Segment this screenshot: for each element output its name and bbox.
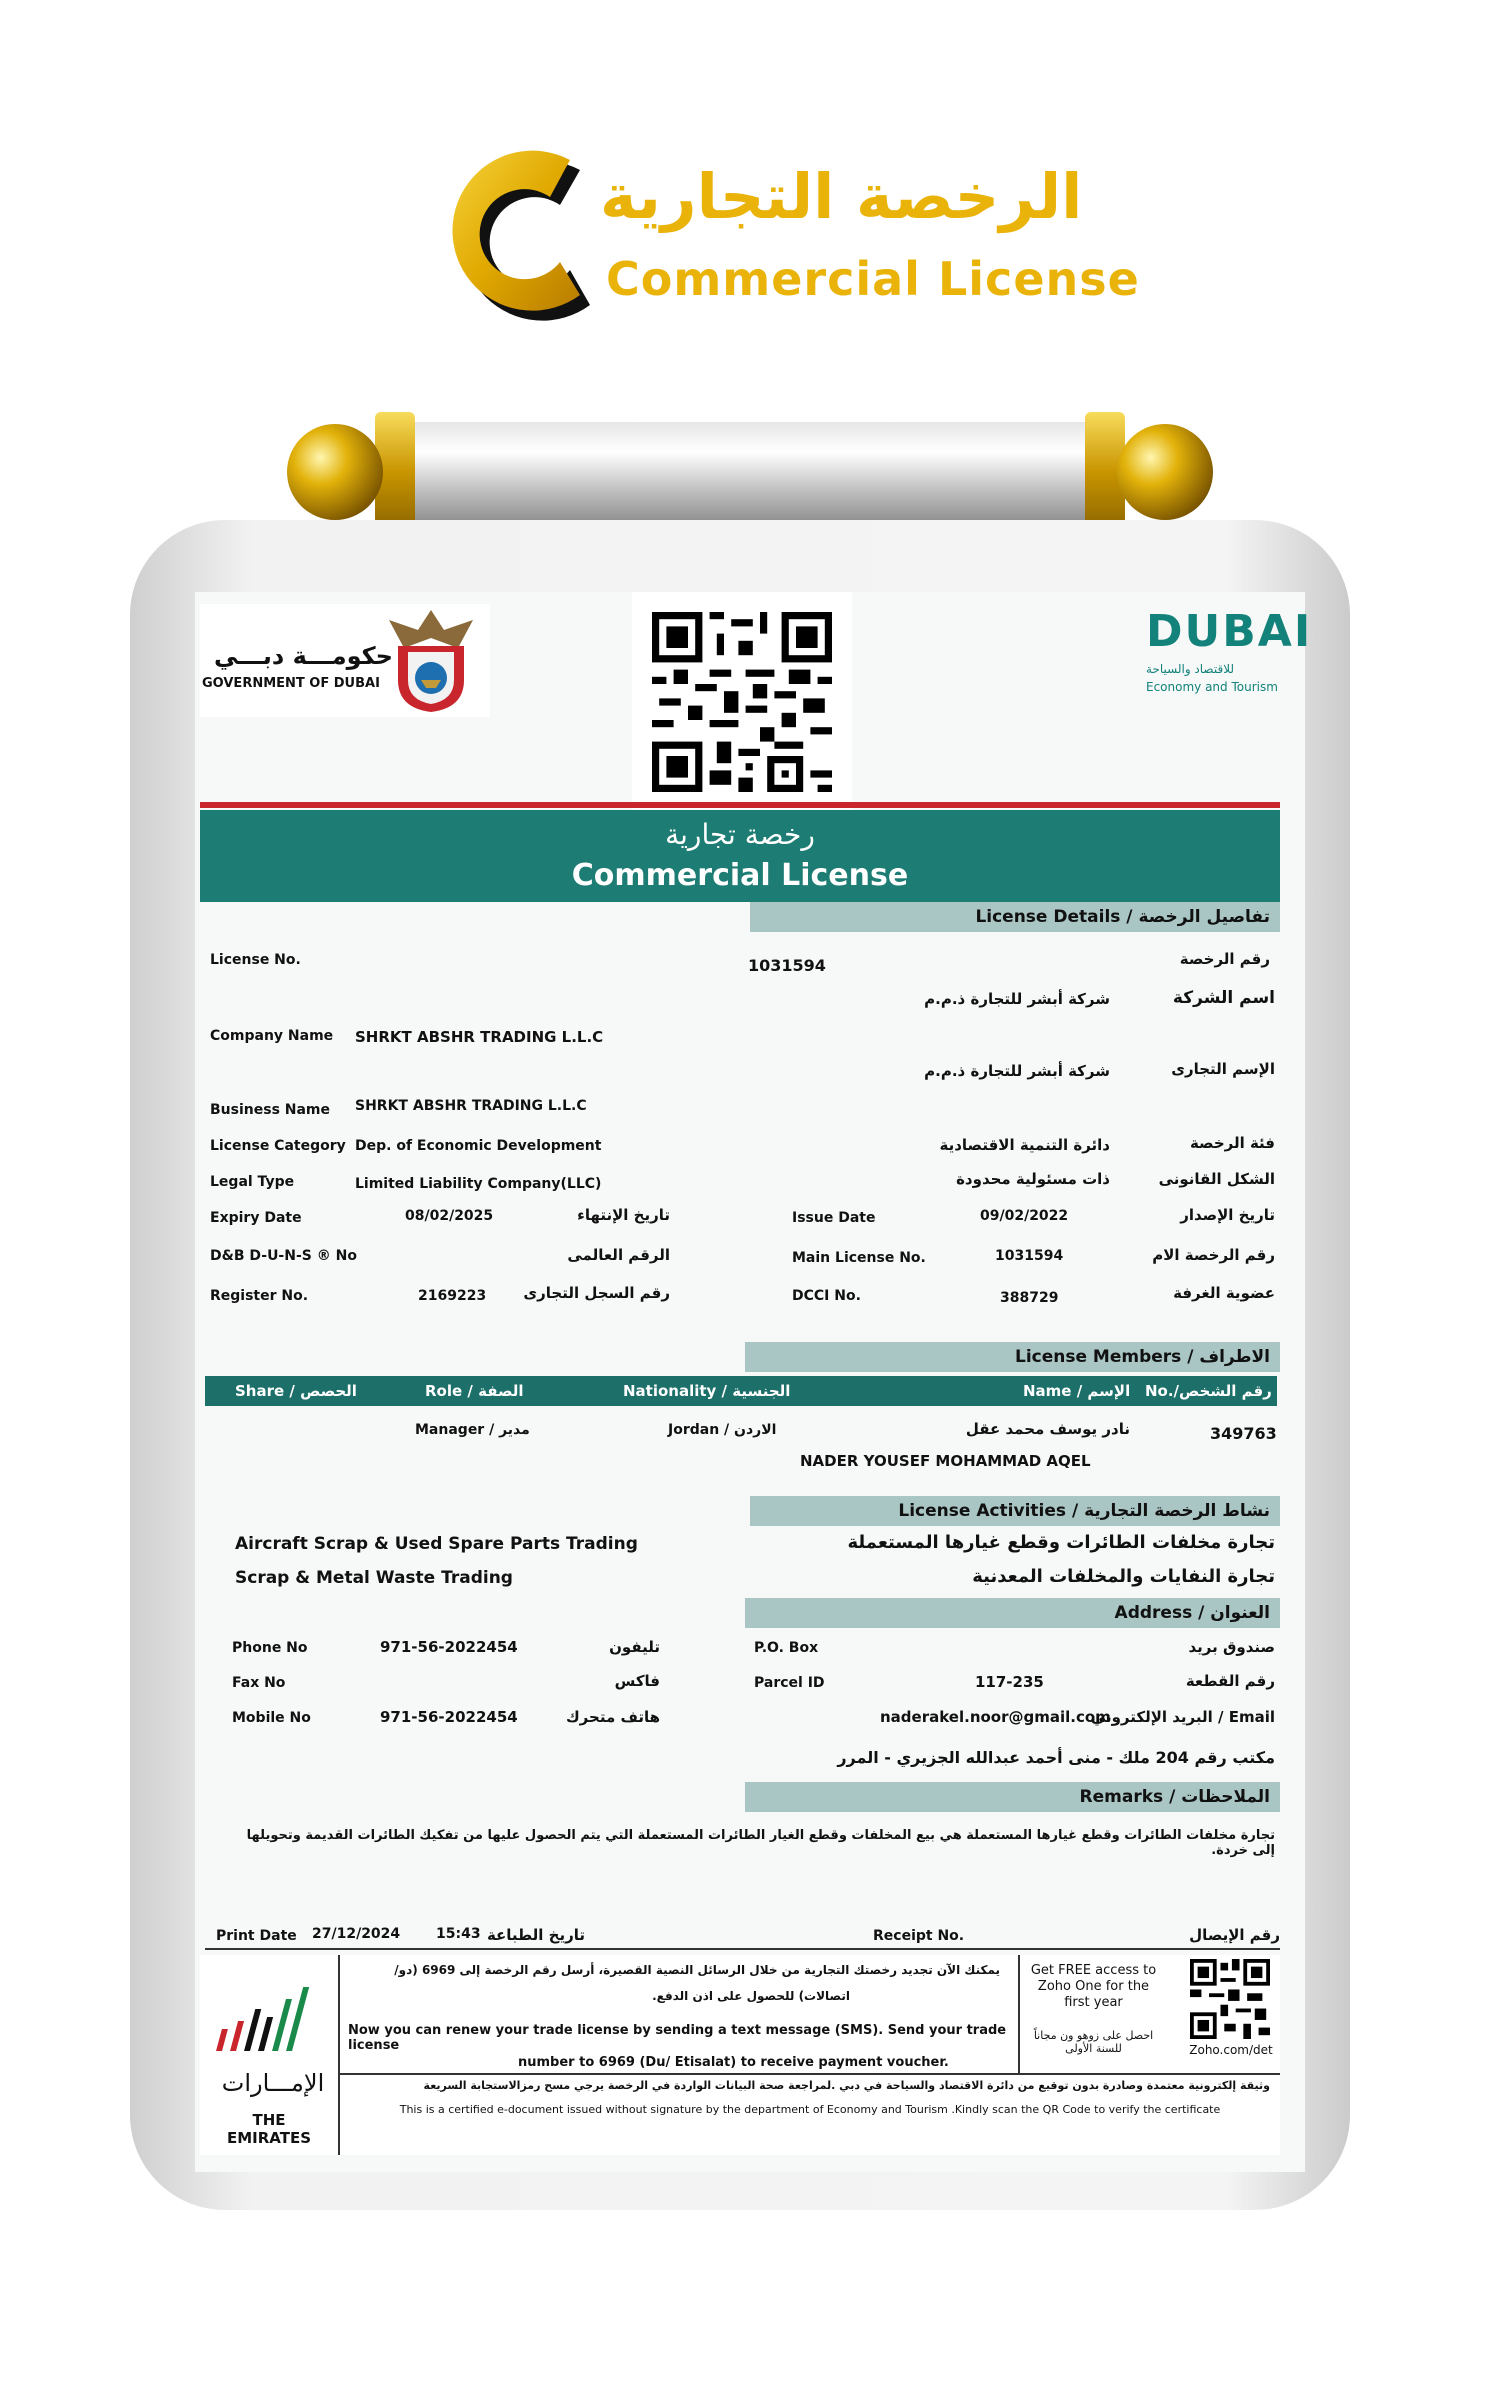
certified-ar: وثيقة إلكترونية معتمدة وصادرة بدون توقيع من دائرة الاقتصاد والسياحة في دبي .لمراجعة صحة البيانات الواردة في الرخصة يرجي مسح رمزالاستجابة السريعة bbox=[423, 2079, 1270, 2092]
red-divider bbox=[200, 802, 1280, 808]
dubai-ar: للاقتصاد والسياحة bbox=[1146, 662, 1235, 676]
legal-ar-value: ذات مسئولية محدودة bbox=[956, 1170, 1110, 1188]
col-share: Share / الحصص bbox=[235, 1382, 357, 1400]
expiry-ar: تاريخ الإنتهاء bbox=[577, 1206, 670, 1224]
member-nationality: Jordan / الاردن bbox=[668, 1422, 777, 1438]
pobox-ar: صندوق بريد bbox=[1188, 1638, 1275, 1656]
fax-label: Fax No bbox=[232, 1675, 286, 1691]
business-name-label: Business Name bbox=[210, 1102, 331, 1118]
section-remarks: Remarks / الملاحظات bbox=[745, 1782, 1280, 1812]
category-label: License Category bbox=[210, 1138, 346, 1154]
mobile-value: 971-56-2022454 bbox=[380, 1708, 518, 1726]
members-table-header bbox=[205, 1376, 1277, 1406]
expiry-value: 08/02/2025 bbox=[405, 1208, 494, 1224]
emirates-ar: الإمـــارات bbox=[221, 2069, 325, 2097]
member-role: Manager / مدير bbox=[415, 1422, 530, 1438]
main-license-ar: رقم الرخصة الام bbox=[1152, 1246, 1275, 1264]
main-license-label: Main License No. bbox=[792, 1250, 926, 1266]
section-license-details: License Details / تفاصيل الرخصة bbox=[750, 902, 1280, 932]
emirates-stripes-icon bbox=[208, 1969, 328, 2069]
phone-ar: تليفون bbox=[609, 1638, 660, 1656]
legal-label: Legal Type bbox=[210, 1174, 295, 1190]
register-value: 2169223 bbox=[418, 1288, 487, 1304]
dubai-word: DUBAI bbox=[1146, 606, 1313, 657]
title-english: Commercial License bbox=[606, 252, 1140, 306]
member-no: 349763 bbox=[1210, 1424, 1277, 1443]
main-license-value: 1031594 bbox=[995, 1248, 1064, 1264]
mobile-label: Mobile No bbox=[232, 1710, 311, 1726]
business-name-ar-value: شركة أبشر للتجارة ذ.م.م bbox=[924, 1062, 1110, 1080]
duns-label: D&B D-U-N-S ® No bbox=[210, 1248, 357, 1264]
section-license-members: License Members / الاطراف bbox=[745, 1342, 1280, 1372]
receipt-ar: رقم الإيصال bbox=[1189, 1926, 1280, 1944]
qr-code bbox=[632, 592, 852, 810]
business-name-value: SHRKT ABSHR TRADING L.L.C bbox=[355, 1098, 587, 1114]
certified-en: This is a certified e-document issued without signature by the department of Economy and Tourism .Kindly scan the QR Code to verify the certificate bbox=[399, 2103, 1221, 2116]
fax-ar: فاكس bbox=[614, 1672, 660, 1690]
zoho-offer-en: Get FREE access to Zoho One for the first year bbox=[1030, 1963, 1157, 2010]
activity-en-2: Scrap & Metal Waste Trading bbox=[235, 1568, 513, 1588]
legal-value: Limited Liability Company(LLC) bbox=[355, 1176, 602, 1192]
phone-value: 971-56-2022454 bbox=[380, 1638, 518, 1656]
dcci-value: 388729 bbox=[1000, 1290, 1059, 1306]
sms-en-2: number to 6969 (Du/ Etisalat) to receive payment voucher. bbox=[518, 2055, 949, 2070]
parcel-value: 117-235 bbox=[975, 1673, 1044, 1691]
company-name-label: Company Name bbox=[210, 1028, 334, 1044]
emirates-en: THE EMIRATES bbox=[226, 2111, 312, 2147]
category-value: Dep. of Economic Development bbox=[355, 1138, 602, 1154]
remarks-text: تجارة مخلفات الطائرات وقطع غيارها المستعملة هي بيع المخلفات وقطع الغيار الطائرات المستعملة التي يتم الحصول عليها من تفكيك الطائرات القديمة وتحويلها إلى خردة. bbox=[246, 1828, 1275, 1858]
gov-en-text: GOVERNMENT OF DUBAI bbox=[202, 676, 380, 691]
section-license-activities: License Activities / نشاط الرخصة التجارية bbox=[750, 1496, 1280, 1526]
member-name-en: NADER YOUSEF MOHAMMAD AQEL bbox=[800, 1452, 1091, 1470]
register-ar: رقم السجل التجارى bbox=[523, 1284, 670, 1302]
col-no: No./رقم الشخص bbox=[1145, 1382, 1272, 1400]
issue-label: Issue Date bbox=[792, 1210, 876, 1226]
dubai-economy-tourism-logo bbox=[1130, 600, 1313, 710]
zoho-offer-ar: احصل على زوهو ون مجاناً للسنة الأولى bbox=[1033, 2029, 1154, 2055]
mobile-ar: هاتف متحرك bbox=[565, 1708, 660, 1726]
duns-ar: الرقم العالمى bbox=[567, 1246, 670, 1264]
footer-divider-3 bbox=[340, 2073, 1280, 2075]
activity-ar-2: تجارة النفايات والمخلفات المعدنية bbox=[972, 1566, 1275, 1587]
col-role: Role / الصفة bbox=[425, 1382, 524, 1400]
receipt-label: Receipt No. bbox=[873, 1928, 965, 1944]
expiry-label: Expiry Date bbox=[210, 1210, 302, 1226]
license-no-value: 1031594 bbox=[748, 956, 826, 975]
company-name-ar-label: اسم الشركة bbox=[1172, 988, 1275, 1008]
issue-ar: تاريخ الإصدار bbox=[1180, 1206, 1275, 1224]
activity-en-1: Aircraft Scrap & Used Spare Parts Trading bbox=[235, 1534, 638, 1554]
banner-arabic: رخصة تجارية bbox=[665, 818, 815, 851]
footer bbox=[200, 1955, 1280, 2155]
dubai-emblem-icon bbox=[378, 608, 484, 714]
sms-en-1: Now you can renew your trade license by sending a text message (SMS). Send your trade license bbox=[348, 2023, 1007, 2053]
sms-ar-1: يمكنك الآن تجديد رخصتك التجارية من خلال الرسائل النصية القصيرة، أرسل رقم الرخصة إلى 6969 (دو/ bbox=[394, 1963, 1000, 1977]
license-no-label: License No. bbox=[210, 952, 301, 968]
footer-divider-1 bbox=[338, 1955, 340, 2155]
company-name-value: SHRKT ABSHR TRADING L.L.C bbox=[355, 1028, 604, 1046]
commercial-license-banner bbox=[200, 810, 1280, 902]
print-date-label: Print Date bbox=[216, 1928, 297, 1944]
register-label: Register No. bbox=[210, 1288, 309, 1304]
dcci-label: DCCI No. bbox=[792, 1288, 861, 1304]
the-emirates-logo bbox=[208, 1969, 330, 2147]
category-ar-label: فئة الرخصة bbox=[1189, 1134, 1275, 1152]
category-ar-value: دائرة التنمية الاقتصادية bbox=[939, 1136, 1110, 1154]
sms-ar-2: اتصالات) للحصول على اذن الدفع. bbox=[652, 1989, 850, 2003]
member-name-ar: نادر يوسف محمد عقل bbox=[965, 1420, 1130, 1438]
parcel-label: Parcel ID bbox=[754, 1675, 825, 1691]
col-name: Name / الإسم bbox=[1023, 1382, 1131, 1400]
title-arabic: الرخصة التجارية bbox=[600, 160, 1083, 233]
zoho-qr-icon[interactable] bbox=[1190, 1959, 1270, 2039]
company-name-ar-value: شركة أبشر للتجارة ذ.م.م bbox=[924, 990, 1110, 1008]
section-address: Address / العنوان bbox=[745, 1598, 1280, 1628]
qr-code-icon bbox=[652, 612, 832, 792]
parcel-ar: رقم القطعة bbox=[1185, 1672, 1275, 1690]
dubai-en: Economy and Tourism bbox=[1146, 680, 1278, 694]
print-divider bbox=[205, 1948, 1280, 1950]
legal-ar-label: الشكل القانونى bbox=[1158, 1170, 1275, 1188]
phone-label: Phone No bbox=[232, 1640, 308, 1656]
office-address: مكتب رقم 204 ملك - منى أحمد عبدالله الجزيري - المرر bbox=[837, 1748, 1275, 1767]
license-no-ar: رقم الرخصة bbox=[1179, 950, 1270, 968]
footer-divider-2 bbox=[1018, 1955, 1020, 2073]
print-date-value: 27/12/2024 bbox=[312, 1926, 401, 1942]
email-label: Email / البريد الإلكتروني bbox=[1090, 1708, 1275, 1726]
activity-ar-1: تجارة مخلفات الطائرات وقطع غيارها المستعملة bbox=[847, 1532, 1275, 1553]
banner-english: Commercial License bbox=[571, 858, 909, 893]
issue-value: 09/02/2022 bbox=[980, 1208, 1069, 1224]
email-value: naderakel.noor@gmail.com bbox=[880, 1708, 1111, 1726]
print-time-value: 15:43 bbox=[436, 1926, 481, 1942]
government-of-dubai-logo bbox=[200, 604, 490, 717]
business-name-ar-label: الإسم التجارى bbox=[1171, 1060, 1275, 1078]
print-date-ar: تاريخ الطباعة bbox=[486, 1926, 585, 1944]
col-nationality: Nationality / الجنسية bbox=[623, 1382, 791, 1400]
gov-ar-text: حكومـــة دبـــي bbox=[214, 642, 393, 670]
dcci-ar: عضوية الغرفة bbox=[1173, 1284, 1275, 1302]
pobox-label: P.O. Box bbox=[754, 1640, 819, 1656]
zoho-url[interactable]: Zoho.com/det bbox=[1189, 2043, 1273, 2057]
